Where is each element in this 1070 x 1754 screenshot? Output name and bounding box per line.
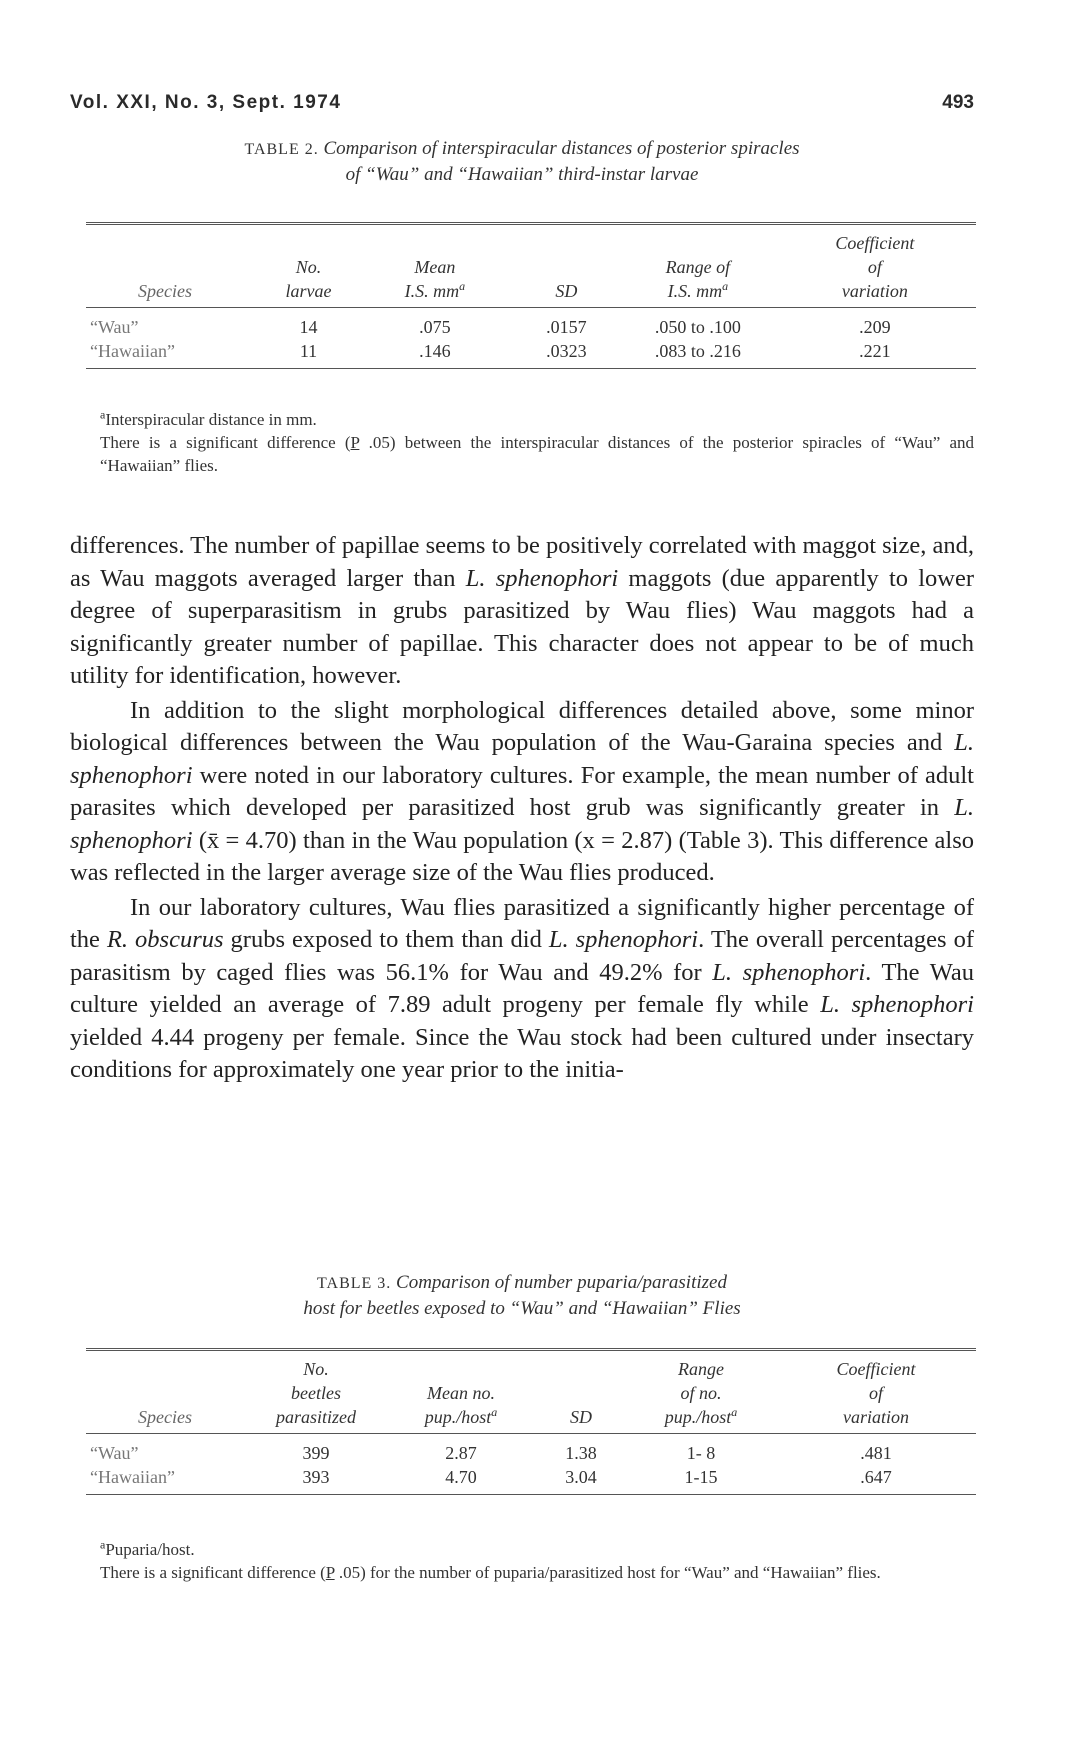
table-cell: 2.87 — [445, 1443, 477, 1463]
table-cell: .083 to .216 — [622, 338, 774, 369]
table-cell: 393 — [246, 1464, 386, 1495]
table-row — [86, 308, 976, 339]
table-cell: “Wau” — [90, 1443, 139, 1463]
table3 — [86, 1348, 976, 1495]
table-cell: “Hawaiian” — [86, 1464, 246, 1495]
table-cell: 14 — [299, 317, 318, 337]
table-cell: .481 — [860, 1443, 892, 1463]
running-head — [70, 92, 974, 118]
table-cell: .0157 — [546, 317, 587, 337]
table-cell: 11 — [258, 338, 359, 369]
journal-issue: Vol. XXI, No. 3, Sept. 1974 — [70, 92, 342, 113]
table-row — [86, 1434, 976, 1465]
table-cell: .0323 — [511, 338, 622, 369]
paragraph-1: differences. The number of papillae seems to be positively correlated with maggot size, and, as Wau maggots averaged larger than L. sphenophori maggots (due apparently to lower degree of superparasitism in grubs parasitized by Wau flies) Wau maggots had a significantly greater number of papillae. This character does not appear to be of much utility for identification, however. — [70, 532, 974, 689]
table2-footnotes — [70, 408, 974, 477]
table2-caption-line1: Comparison of interspiracular distances of posterior spiracles — [323, 138, 800, 159]
table3-caption — [70, 1270, 974, 1321]
table3-label: TABLE 3. — [317, 1275, 392, 1292]
table2-header-mean: Mean I.S. $mm^a$ — [359, 231, 511, 308]
table2-label: TABLE 2. — [244, 141, 319, 158]
table2-header-no-larvae: No. larvae — [258, 231, 359, 308]
table3-header-coefficient: Coefficient of variation — [776, 1357, 976, 1434]
table-row — [86, 1464, 976, 1495]
table2-footnote-significance: There is a significant difference (P .05) between the interspiracular distances of the posterior spiracles of “Wau” and “Hawaiian” flies. — [100, 433, 974, 475]
table3-header-species: Species — [86, 1357, 246, 1434]
table-cell: .050 to .100 — [654, 317, 741, 337]
table3-header-sd: SD — [536, 1357, 626, 1434]
table-cell: 3.04 — [536, 1464, 626, 1495]
table-cell: 1.38 — [565, 1443, 597, 1463]
table-cell: .209 — [859, 317, 891, 337]
table2-footnote-a: $^a$Interspiracular distance in mm. — [100, 407, 317, 429]
table2-header-species: Species — [86, 231, 258, 308]
table2-caption-line2: of “Wau” and “Hawaiian” third-instar larvae — [345, 164, 699, 185]
table-cell: .221 — [774, 338, 976, 369]
page-number: 493 — [942, 92, 974, 113]
table2-header-sd: SD — [511, 231, 622, 308]
table3-header-range: Range of no. pup./host$^a$ — [626, 1357, 776, 1434]
journal-page — [70, 0, 974, 1754]
table3-header-no-beetles: No. beetles parasitized — [246, 1357, 386, 1434]
table2-caption — [70, 136, 974, 187]
table-cell: 399 — [302, 1443, 330, 1463]
body-text — [70, 530, 974, 1087]
paragraph-3: In our laboratory cultures, Wau flies parasitized a significantly higher percentage of the R. obscurus grubs exposed to them than did L. sphenophori. The overall percentages of parasitism by caged flies was 56.1% for Wau and 49.2% for L. sphenophori. The Wau culture yielded an average of 7.89 adult progeny per female fly while L. sphenophori yielded 4.44 progeny per female. Since the Wau stock had been cultured under insectary conditions for approximately one year prior to the initia- — [70, 893, 974, 1083]
table-row — [86, 338, 976, 369]
table-cell: 1-15 — [626, 1464, 776, 1495]
table-cell: .146 — [359, 338, 511, 369]
table3-caption-line1: Comparison of number puparia/parasitized — [396, 1272, 727, 1293]
table3-footnotes — [70, 1538, 974, 1584]
table3-caption-line2: host for beetles exposed to “Wau” and “Hawaiian” Flies — [303, 1298, 741, 1319]
table-cell: 1- 8 — [686, 1443, 716, 1463]
table-cell: “Wau” — [90, 317, 139, 337]
table2-header-range: Range of I.S. $mm^a$ — [622, 231, 774, 308]
paragraph-2: In addition to the slight morphological differences detailed above, some minor biological differences between the Wau population of the Wau-Garaina species and L. sphenophori were noted in our laboratory cultures. For example, the mean number of adult parasites which developed per parasitized host grub was significantly greater in L. sphenophori (x̄ = 4.70) than in the Wau population (x = 2.87) (Table 3). This difference also was reflected in the larger average size of the Wau flies produced. — [70, 696, 974, 886]
table2-header-coefficient: Coefficient of variation — [774, 231, 976, 308]
table2 — [86, 222, 976, 369]
table-cell: “Hawaiian” — [86, 338, 258, 369]
table3-header-mean: Mean no. pup./host$^a$ — [386, 1357, 536, 1434]
table-cell: .647 — [776, 1464, 976, 1495]
table3-footnote-significance: There is a significant difference (P .05) for the number of puparia/parasitized host for “Wau” and “Hawaiian” flies. — [100, 1563, 881, 1582]
table-cell: .075 — [419, 317, 451, 337]
table3-footnote-a: $^a$Puparia/host. — [100, 1537, 195, 1559]
table-cell: 4.70 — [386, 1464, 536, 1495]
